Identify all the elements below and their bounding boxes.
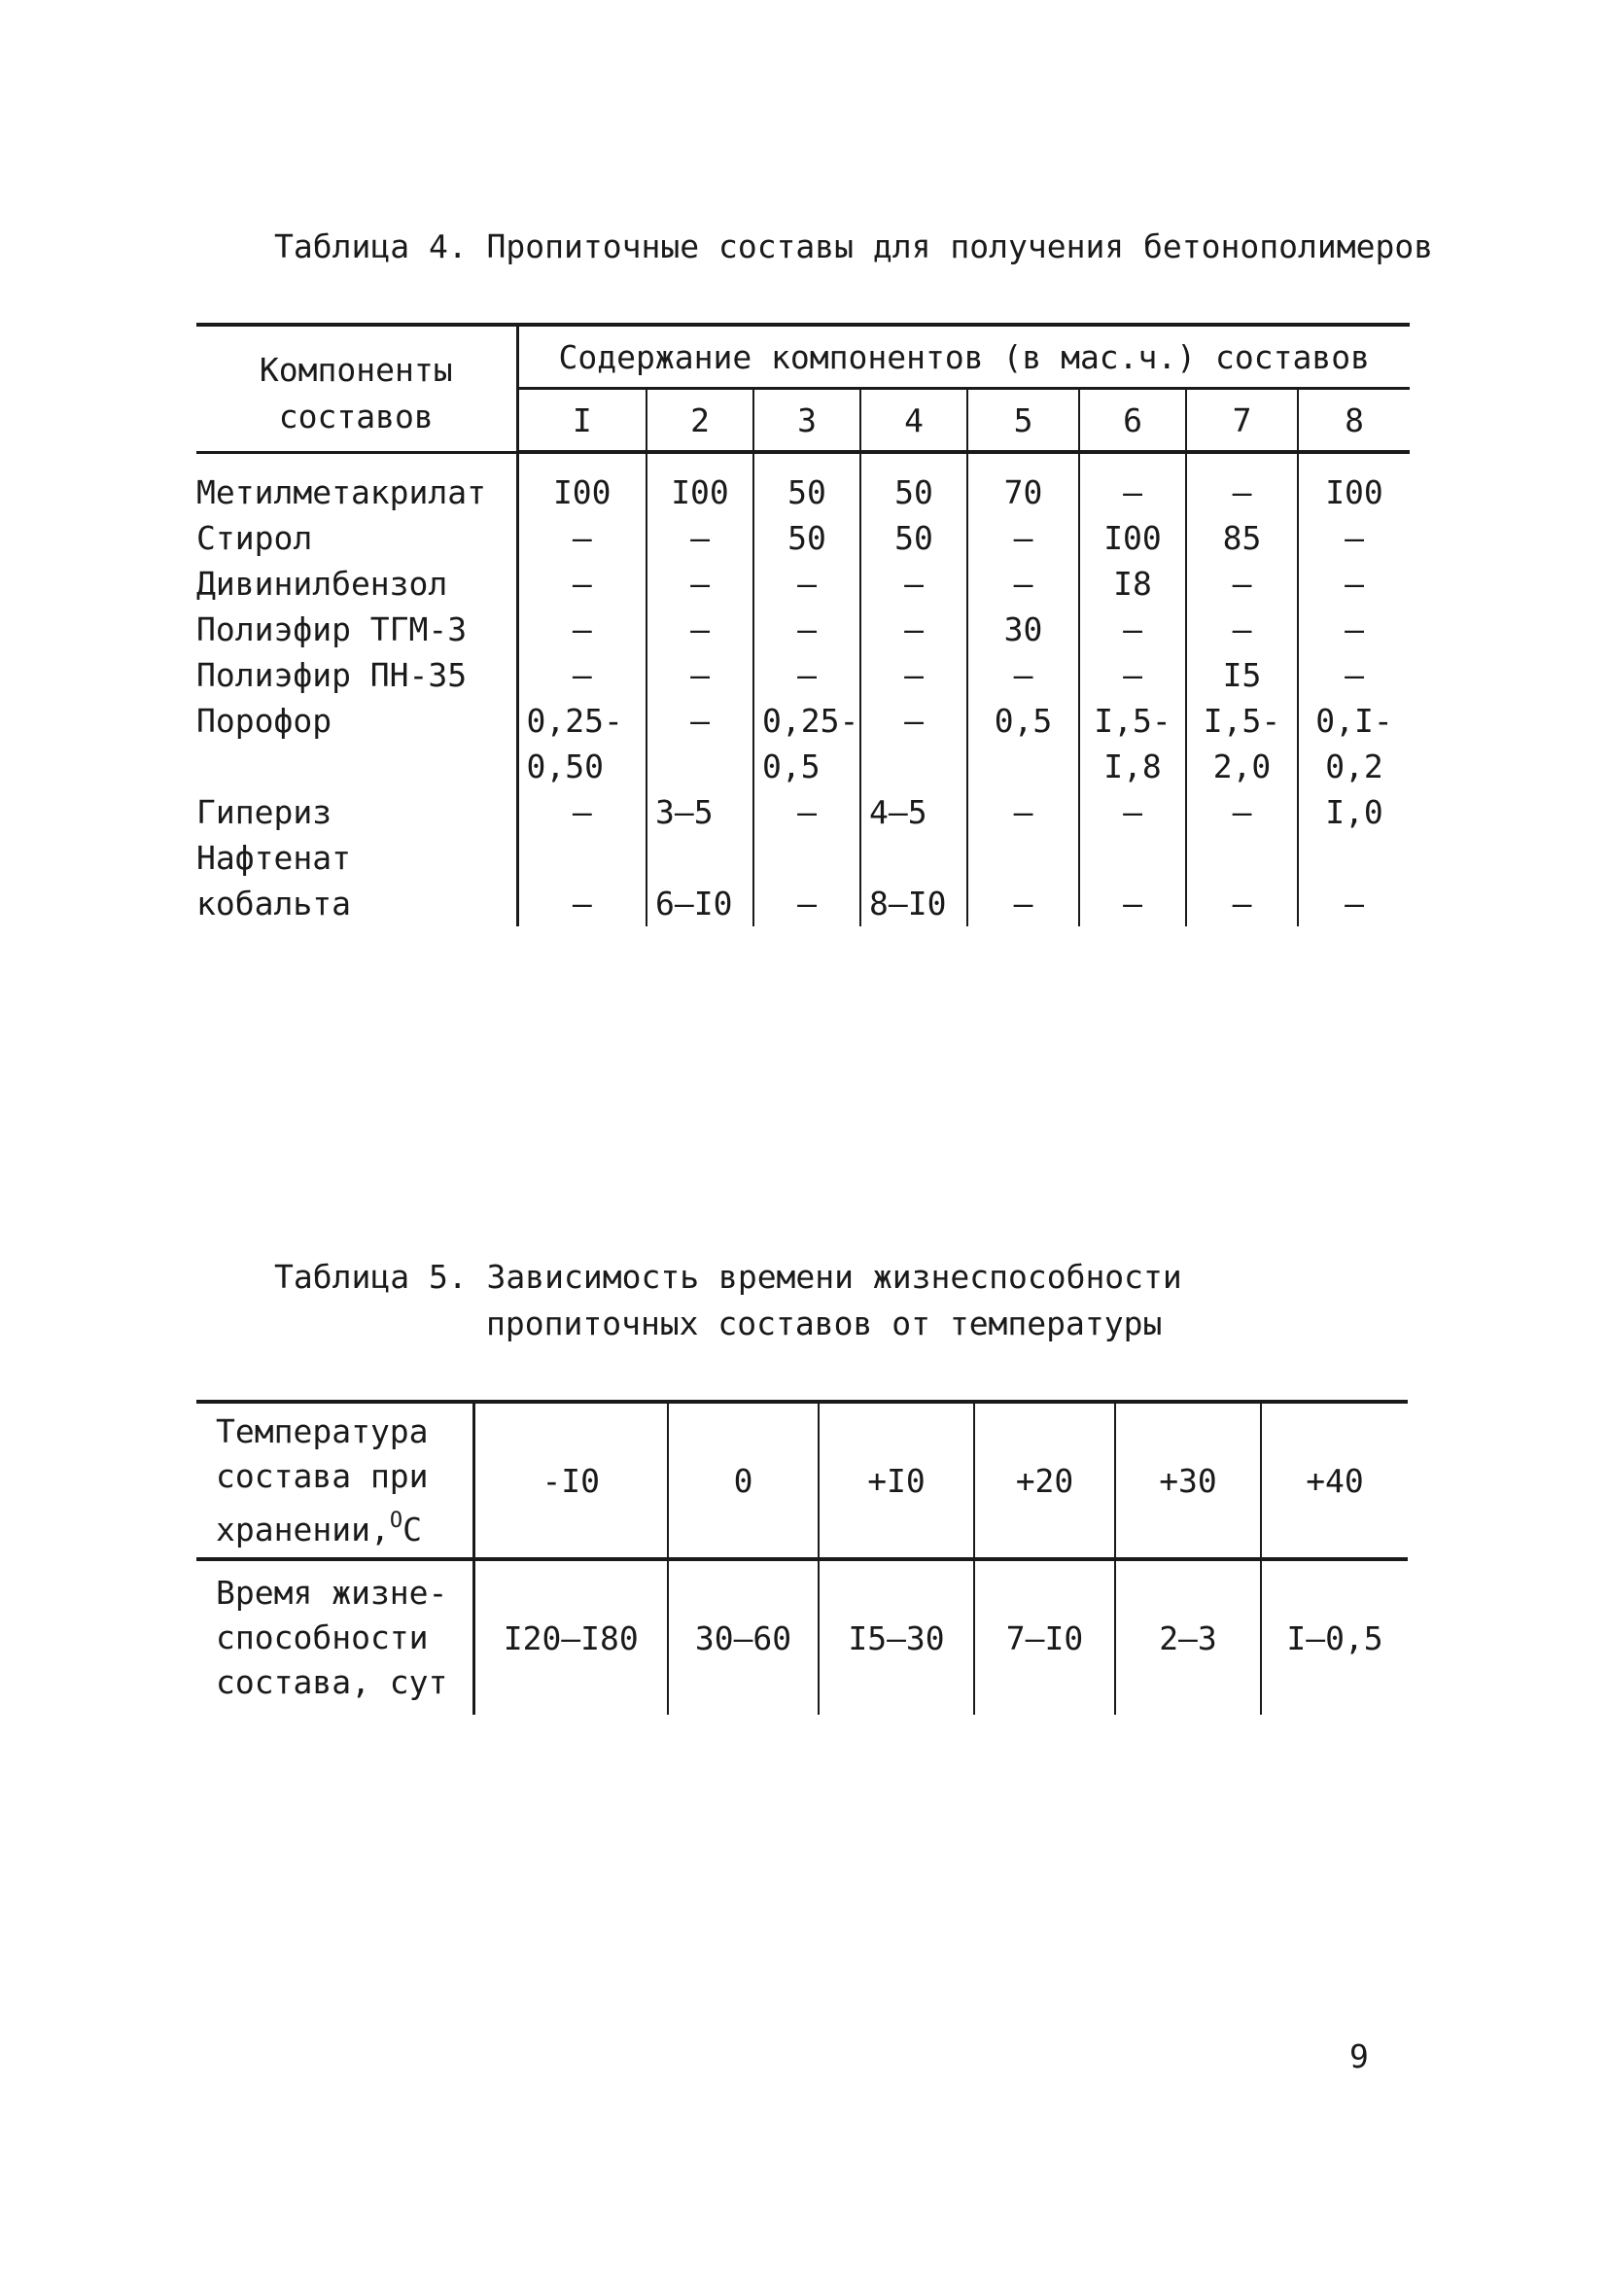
value-cell: – [860,561,967,607]
value-cell: – [860,607,967,652]
value-cell: – [967,789,1079,835]
value-cell: I,8 [1079,744,1186,789]
component-name: Порофор [196,702,332,740]
value-cell: – [1298,652,1410,698]
value-cell: I5 [1186,652,1298,698]
value-cell: – [517,652,647,698]
value-cell: 3–5 [647,789,753,835]
value-cell: 0,50 [517,744,647,789]
value-cell: – [860,698,967,744]
value-cell: – [647,561,753,607]
value-cell: – [1079,470,1186,515]
value-cell [967,744,1079,789]
component-name: Нафтенат [196,839,351,877]
value-cell: I00 [1079,515,1186,561]
value-cell: – [753,789,860,835]
table4-row [196,881,1410,926]
components-header: Компоненты составов [196,327,517,452]
component-name: кобальта [196,885,351,922]
table5-caption: Таблица 5. Зависимость времени жизнеспособности [274,1258,1182,1296]
composition-number: 6 [1079,389,1186,453]
value-cell: – [967,515,1079,561]
value-cell: I,5- [1079,698,1186,744]
value-cell: 0,25- [517,698,647,744]
value-cell: 0,25- [753,698,860,744]
value-cell: I00 [647,470,753,515]
temperature-cell: +I0 [819,1402,974,1559]
value-cell: – [517,881,647,926]
value-cell: – [1186,470,1298,515]
table4-row [196,652,1410,698]
table4-row [196,515,1410,561]
value-cell: 0,5 [753,744,860,789]
lifetime-cell: I–0,5 [1261,1559,1408,1715]
table4-row [196,561,1410,607]
content-header: Содержание компонентов (в мас.ч.) составов [517,327,1410,389]
lifetime-cell: I20–I80 [473,1559,668,1715]
composition-number: I [517,389,647,453]
value-cell: I,5- [1186,698,1298,744]
value-cell [647,835,753,881]
value-cell: 0,2 [1298,744,1410,789]
value-cell: – [517,789,647,835]
value-cell [967,835,1079,881]
table4 [196,323,1410,926]
lifetime-cell: 2–3 [1115,1559,1261,1715]
table4-row [196,607,1410,652]
value-cell: 2,0 [1186,744,1298,789]
component-name: Метилметакрилат [196,473,487,511]
composition-number: 3 [753,389,860,453]
lifetime-cell: I5–30 [819,1559,974,1715]
value-cell: – [860,652,967,698]
temperature-row [196,1402,1408,1559]
composition-number: 7 [1186,389,1298,453]
value-cell: – [1186,881,1298,926]
page-number: 9 [1349,2037,1369,2075]
value-cell: 0,5 [967,698,1079,744]
lifetime-row [196,1559,1408,1715]
value-cell: 50 [860,470,967,515]
component-name: Полиэфир ТГМ-3 [196,610,468,648]
table4-row [196,470,1410,515]
value-cell [860,744,967,789]
value-cell: – [647,515,753,561]
temperature-header: Температура состава при хранении,$^O$C [196,1402,473,1559]
value-cell: 4–5 [860,789,967,835]
temperature-cell: +40 [1261,1402,1408,1559]
value-cell: – [1079,652,1186,698]
value-cell: I,0 [1298,789,1410,835]
component-name: Гипериз [196,793,332,831]
value-cell: – [1186,789,1298,835]
value-cell: – [753,652,860,698]
table5 [196,1400,1408,1715]
component-name [196,744,517,789]
composition-number: 5 [967,389,1079,453]
value-cell: I00 [517,470,647,515]
temperature-cell: +20 [974,1402,1115,1559]
composition-number: 8 [1298,389,1410,453]
value-cell [1079,835,1186,881]
value-cell [517,835,647,881]
value-cell: – [1298,515,1410,561]
temperature-cell: -I0 [473,1402,668,1559]
table4-caption: Таблица 4. Пропиточные составы для получения бетонополимеров [274,227,1434,265]
value-cell: I00 [1298,470,1410,515]
table4-row [196,744,1410,789]
value-cell: – [967,881,1079,926]
value-cell: – [517,561,647,607]
table5-caption-line2: пропиточных составов от температуры [486,1305,1163,1342]
value-cell: – [647,698,753,744]
value-cell: – [1079,607,1186,652]
value-cell: 85 [1186,515,1298,561]
value-cell: – [1298,881,1410,926]
composition-number: 2 [647,389,753,453]
value-cell: – [967,561,1079,607]
value-cell: – [753,881,860,926]
component-name: Стирол [196,519,313,557]
value-cell: 30 [967,607,1079,652]
value-cell: – [517,515,647,561]
value-cell: – [1079,881,1186,926]
value-cell: I8 [1079,561,1186,607]
value-cell: – [1079,789,1186,835]
lifetime-cell: 7–I0 [974,1559,1115,1715]
value-cell [1186,835,1298,881]
value-cell: – [1186,607,1298,652]
value-cell: – [517,607,647,652]
table4-row [196,698,1410,744]
temperature-cell: 0 [668,1402,819,1559]
temperature-cell: +30 [1115,1402,1261,1559]
value-cell: 8–I0 [860,881,967,926]
value-cell: 50 [860,515,967,561]
value-cell: – [753,561,860,607]
value-cell: – [647,652,753,698]
value-cell: 0,I- [1298,698,1410,744]
value-cell: – [753,607,860,652]
table4-row [196,789,1410,835]
value-cell: – [967,652,1079,698]
value-cell [753,835,860,881]
value-cell: – [647,607,753,652]
value-cell: 50 [753,515,860,561]
value-cell: 6–I0 [647,881,753,926]
lifetime-header: Время жизне- способности состава, сут [216,1574,448,1701]
lifetime-cell: 30–60 [668,1559,819,1715]
composition-number: 4 [860,389,967,453]
value-cell [647,744,753,789]
value-cell: – [1298,607,1410,652]
value-cell: – [1298,561,1410,607]
value-cell: 70 [967,470,1079,515]
value-cell [860,835,967,881]
component-name: Дивинилбензол [196,565,448,603]
table4-row [196,835,1410,881]
value-cell: 50 [753,470,860,515]
value-cell [1298,835,1410,881]
component-name: Полиэфир ПН-35 [196,656,468,694]
value-cell: – [1186,561,1298,607]
